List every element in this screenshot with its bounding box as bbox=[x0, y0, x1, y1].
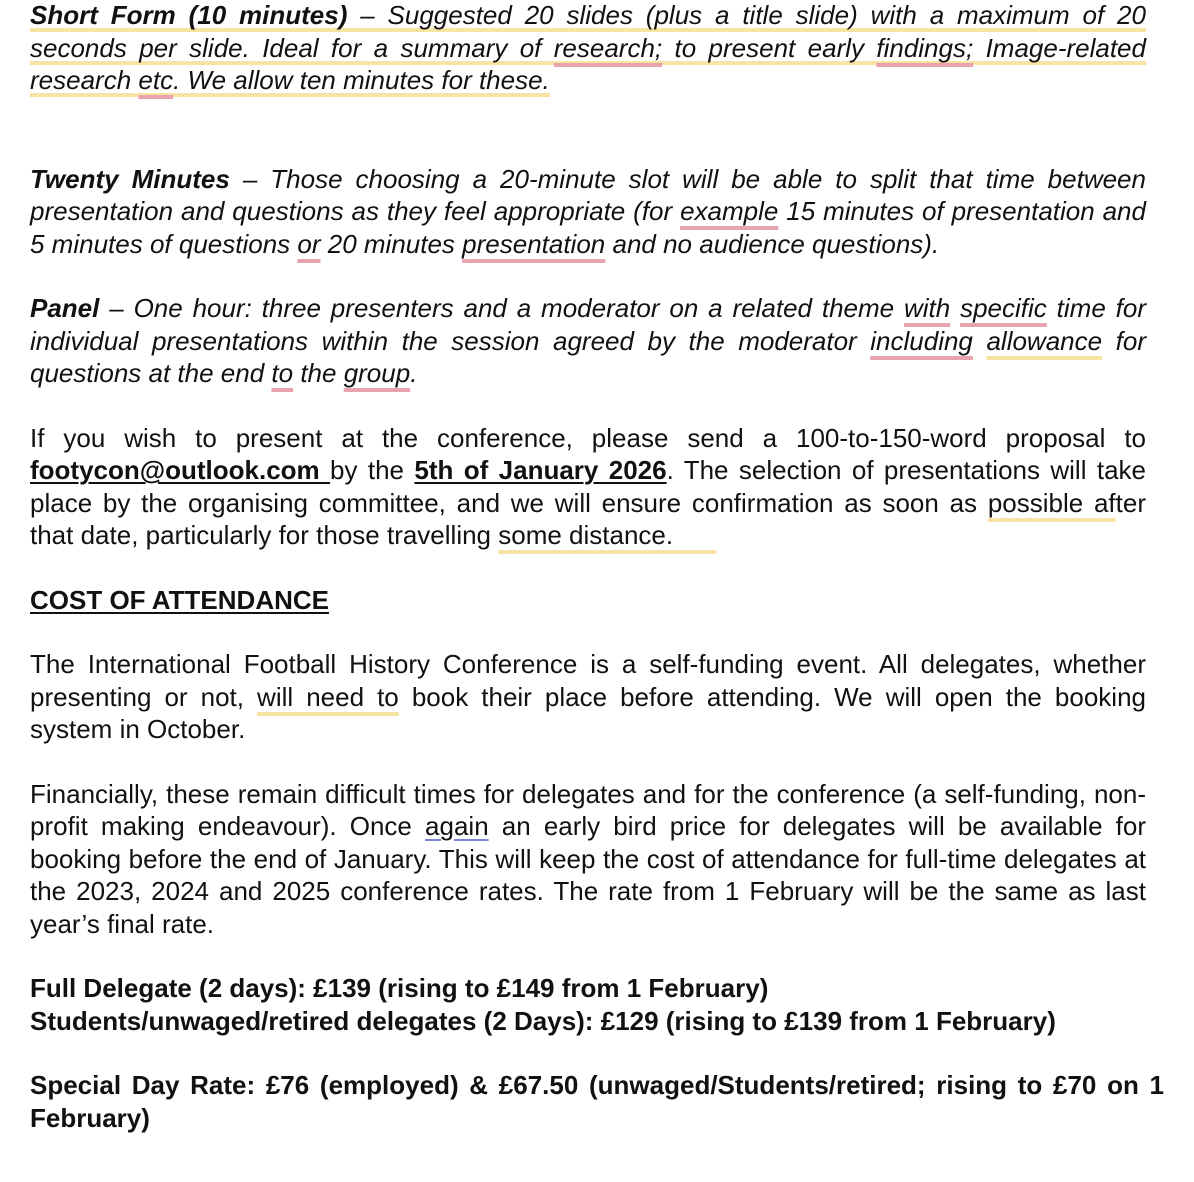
panel-label: Panel bbox=[30, 293, 100, 323]
panel-paragraph: Panel – One hour: three presenters and a moderator on a related theme with specific time for individual presentations within the session agreed by the moderator including allowance for questions at the end to the group. bbox=[30, 293, 1146, 388]
grammar-highlight-block: Short Form (10 minutes) – Suggested 20 slides (plus a title slide) with a maximum of 20 seconds per slide. Ideal for a summary of research; to present early findings; Image-related research etc. We allow ten minutes for these. bbox=[30, 0, 1146, 95]
spelling-flag-example[interactable]: example bbox=[680, 196, 779, 226]
twenty-minutes-label: Twenty Minutes bbox=[30, 163, 230, 194]
spelling-flag-to[interactable]: to bbox=[271, 358, 294, 388]
spelling-flag-group[interactable]: group bbox=[343, 358, 411, 388]
spelling-flag-specific[interactable]: specific bbox=[960, 293, 1047, 323]
grammar-flag-allowance[interactable]: allowance bbox=[986, 325, 1103, 356]
spelling-flag-etc[interactable]: etc bbox=[138, 65, 174, 95]
twenty-minutes-paragraph: Twenty Minutes – Those choosing a 20-minute slot will be able to split that time between presentation and questions as they feel appropriate (for example 15 minutes of presentation and 5 minutes of questions or 20 minutes presentation and no audience questions). bbox=[30, 163, 1146, 259]
grammar-flag-some-distance[interactable]: some distance. bbox=[498, 520, 674, 550]
spelling-flag-with[interactable]: with bbox=[903, 293, 951, 323]
grammar-flag-possible[interactable]: possible af bbox=[987, 487, 1116, 518]
short-form-label: Short Form (10 minutes) bbox=[30, 0, 348, 30]
email-link[interactable]: footycon@outlook.com bbox=[30, 455, 331, 485]
grammar-flag-will-need-to[interactable]: will need to bbox=[257, 681, 399, 712]
cost-heading: COST OF ATTENDANCE bbox=[30, 584, 329, 615]
deadline-date: 5th of January 2026 bbox=[414, 455, 667, 485]
spelling-flag-research[interactable]: research; bbox=[553, 32, 663, 63]
proposal-paragraph: If you wish to present at the conference, please send a 100-to-150-word proposal to footycon@outlook.com by the 5th of January 2026. The selection of presentations will take place by the organising committee, and we will ensure confirmation as soon as possible after that date, particularly for those travelling some distance. bbox=[30, 422, 1146, 550]
spelling-flag-presentation[interactable]: presentation bbox=[462, 228, 606, 259]
cost-heading-row bbox=[30, 584, 1146, 617]
rate-students: Students/unwaged/retired delegates (2 Days): £129 (rising to £139 from 1 February) bbox=[30, 1005, 1056, 1036]
financial-paragraph: Financially, these remain difficult times for delegates and for the conference (a self-funding, non-profit making endeavour). Once again an early bird price for delegates will be available for booking before the end of January. This will keep the cost of attendance for full-time delegates at the 2023, 2024 and 2025 conference rates. The rate from 1 February will be the same as last year’s final rate. bbox=[30, 778, 1146, 939]
document-page bbox=[30, 0, 1164, 1134]
style-flag-again[interactable]: again bbox=[425, 811, 489, 841]
rate-full-delegate: Full Delegate (2 days): £139 (rising to £149 from 1 February) bbox=[30, 973, 769, 1003]
short-form-paragraph bbox=[30, 0, 1146, 97]
self-funding-paragraph: The International Football History Conference is a self-funding event. All delegates, whether presenting or not, will need to book their place before attending. We will open the booking system in October. bbox=[30, 649, 1146, 744]
rate-special-day: Special Day Rate: £76 (employed) & £67.50 (unwaged/Students/retired; rising to £70 on 1 February) bbox=[30, 1070, 1164, 1133]
spelling-flag-including[interactable]: including bbox=[870, 325, 973, 356]
spelling-flag-or[interactable]: or bbox=[297, 228, 321, 259]
spelling-flag-findings[interactable]: findings; bbox=[876, 32, 974, 63]
